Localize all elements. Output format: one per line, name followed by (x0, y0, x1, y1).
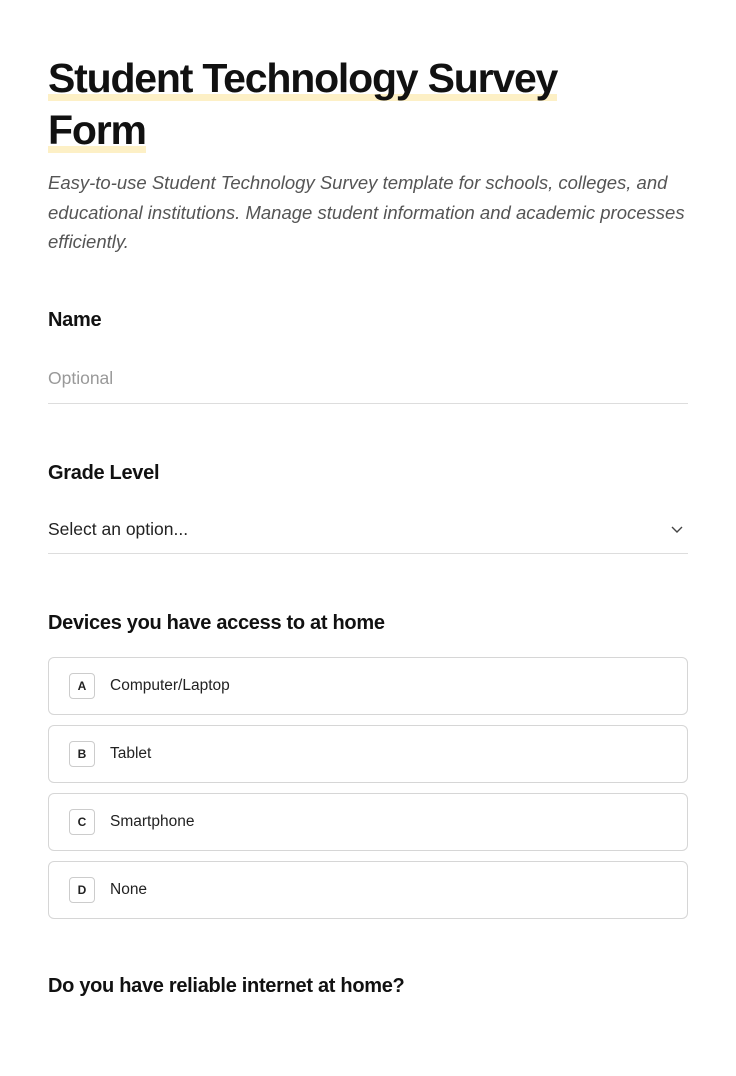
internet-label: Do you have reliable internet at home? (48, 974, 405, 997)
grade-level-select[interactable] (48, 519, 688, 554)
option-label: Computer/Laptop (110, 676, 230, 694)
option-key: D (69, 877, 95, 903)
devices-options (48, 657, 688, 919)
grade-level-selected: Select an option... (48, 518, 189, 539)
grade-level-label: Grade Level (48, 461, 160, 484)
name-input[interactable] (48, 368, 688, 404)
chevron-down-icon (670, 522, 684, 536)
option-computer-laptop[interactable] (48, 657, 688, 715)
option-label: Smartphone (110, 812, 195, 830)
option-tablet[interactable] (48, 725, 688, 783)
name-label: Name (48, 308, 102, 331)
option-label: None (110, 880, 148, 898)
form-description: Easy-to-use Student Technology Survey template for schools, colleges, and educational institutions. Manage student information and academic processes efficiently. (48, 172, 685, 252)
option-key: A (69, 673, 95, 699)
option-label: Tablet (110, 744, 152, 762)
option-key: B (69, 741, 95, 767)
survey-form (0, 52, 736, 998)
option-none[interactable] (48, 861, 688, 919)
page-title: Student Technology Survey Form (48, 55, 558, 153)
option-smartphone[interactable] (48, 793, 688, 851)
option-key: C (69, 809, 95, 835)
devices-label: Devices you have access to at home (48, 611, 385, 634)
